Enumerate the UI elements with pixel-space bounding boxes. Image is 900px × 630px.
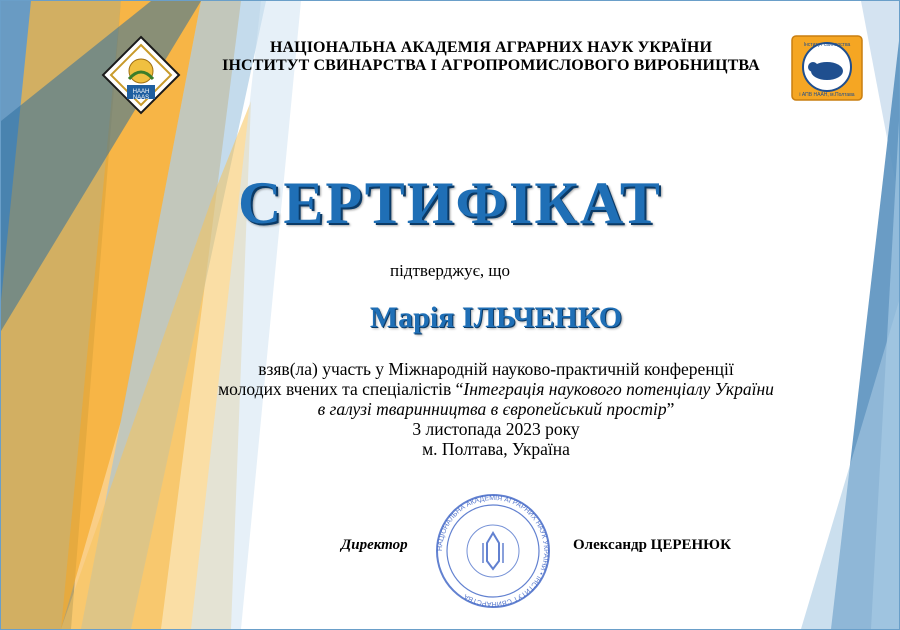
institute-logo-text-bottom: і АПВ НААН, м.Полтава bbox=[799, 92, 855, 98]
body-line-conference bbox=[131, 379, 861, 399]
institution-header bbox=[191, 39, 791, 75]
stamp-ring-text: НАЦІОНАЛЬНА АКАДЕМІЯ АГРАРНИХ НАУК УКРАЇНИ • ІНСТИТУТ СВИНАРСТВА bbox=[436, 494, 550, 608]
conference-title-part2: в галузі тваринництва в європейський простір bbox=[317, 399, 667, 419]
institute-logo-text-top: Інститут свинарства bbox=[803, 42, 851, 48]
body-line-conference-cont bbox=[131, 399, 861, 419]
recipient-name: Марія ІЛЬЧЕНКО bbox=[369, 301, 623, 334]
naas-logo-text-top: НААН bbox=[132, 89, 150, 95]
certificate-title: СЕРТИФІКАТ bbox=[238, 170, 662, 236]
signatory-name: Олександр ЦЕРЕНЮК bbox=[573, 537, 731, 553]
signatory-role: Директор bbox=[341, 537, 408, 553]
header-line-academy: НАЦІОНАЛЬНА АКАДЕМІЯ АГРАРНИХ НАУК УКРАЇНИ bbox=[269, 39, 712, 56]
naas-logo-text-bottom: NAAS bbox=[132, 95, 150, 101]
official-stamp-icon bbox=[433, 491, 553, 611]
conference-date: 3 листопада 2023 року bbox=[412, 419, 580, 439]
certificate-body bbox=[131, 359, 861, 459]
naas-logo-icon bbox=[101, 35, 181, 115]
conference-title-part1: Інтеграція наукового потенціалу України bbox=[463, 379, 774, 399]
institute-logo-icon bbox=[791, 35, 863, 101]
conference-prefix: молодих вчених та спеціалістів “ bbox=[218, 379, 464, 399]
conference-close-quote: ” bbox=[666, 399, 675, 419]
confirms-text: підтверджує, що bbox=[390, 261, 510, 280]
conference-place: м. Полтава, Україна bbox=[422, 439, 570, 459]
header-line-institute: ІНСТИТУТ СВИНАРСТВА І АГРОПРОМИСЛОВОГО ВИРОБНИЦТВА bbox=[222, 57, 760, 74]
body-line-participation: взяв(ла) участь у Міжнародній науково-практичній конференції bbox=[258, 359, 734, 379]
